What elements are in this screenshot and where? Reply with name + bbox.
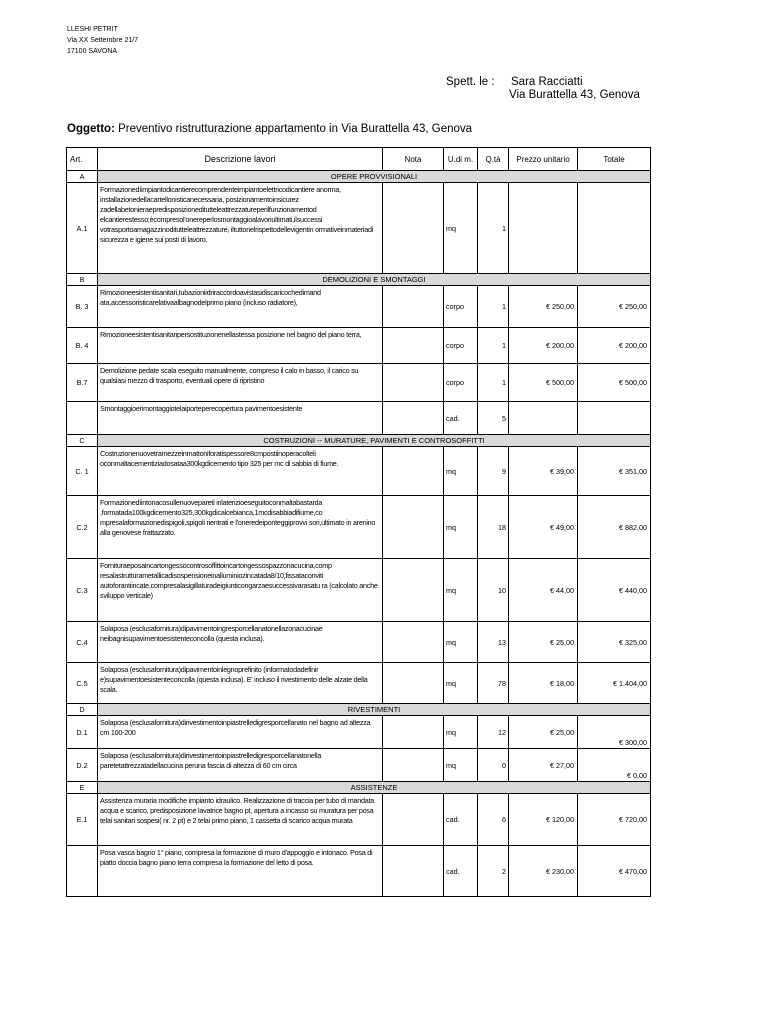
- cell-unit: corpo: [444, 328, 478, 364]
- sender-city: 17100 SAVONA: [67, 48, 118, 55]
- header-unit: U.di m.: [444, 148, 478, 171]
- cell-nota: [383, 846, 444, 897]
- table-row: [67, 364, 651, 402]
- cell-total: [578, 402, 651, 435]
- recipient-street: Via Burattella 43, Genova: [509, 89, 640, 101]
- cell-price: € 25,00: [509, 716, 578, 749]
- cell-unit: mq: [444, 183, 478, 274]
- cell-qty: 2: [478, 846, 509, 897]
- cell-qty: 9: [478, 447, 509, 496]
- cell-art: D.2: [67, 749, 98, 782]
- cell-price: € 200,00: [509, 328, 578, 364]
- cell-art: E.1: [67, 794, 98, 846]
- cell-total: [578, 183, 651, 274]
- table-row: [67, 846, 651, 897]
- cell-art: A.1: [67, 183, 98, 274]
- table-row: [67, 622, 651, 663]
- cell-unit: cad.: [444, 402, 478, 435]
- cell-nota: [383, 402, 444, 435]
- cell-nota: [383, 716, 444, 749]
- cell-unit: mq: [444, 663, 478, 704]
- subject-line: [67, 123, 472, 135]
- cell-art: C.3: [67, 559, 98, 622]
- cell-qty: 0: [478, 749, 509, 782]
- table-row: [67, 447, 651, 496]
- cell-price: € 230,00: [509, 846, 578, 897]
- cell-total: € 500,00: [578, 364, 651, 402]
- cell-qty: 1: [478, 364, 509, 402]
- cell-description: Formazionedíintonacosullenuovepareti inlaterizioeseguitoconmaltabastarda ,formatada100kgdicemento325,300kgdicalcebianca,1mcdisabbiadifiume,co mpresalaformazionedispigoli,spigoli rientrati e l'oneredeiponteggiprovvi sori,ultimato in arenino alla genovese frattazzato.: [98, 496, 383, 559]
- cell-description: Rimozioneesistentisanitaripersostituzionenellastessa posizione nel bagno del piano terra,: [98, 328, 383, 364]
- cell-unit: corpo: [444, 286, 478, 328]
- cell-nota: [383, 749, 444, 782]
- cell-nota: [383, 286, 444, 328]
- cell-art: C.4: [67, 622, 98, 663]
- cell-description: Solaposa (esclusafornitura)dipavimentoingresporcellanatonellazonacucinae neibagnisupavimentoesistenteconcolla (questa inclusa).: [98, 622, 383, 663]
- cell-price: € 18,00: [509, 663, 578, 704]
- section-title: COSTRUZIONI -- MURATURE, PAVIMENTI E CONTROSOFFITTI: [98, 435, 651, 447]
- section-code: B: [67, 274, 98, 286]
- cell-nota: [383, 663, 444, 704]
- cell-qty: 1: [478, 183, 509, 274]
- sender-name: LLESHI PETRIT: [67, 26, 118, 33]
- table-row: [67, 794, 651, 846]
- cell-unit: mq: [444, 749, 478, 782]
- table-row: [67, 402, 651, 435]
- section-title: ASSISTENZE: [98, 782, 651, 794]
- section-row-c: [67, 435, 651, 447]
- cell-description: Solaposa (esclusafornitura)dirivestimentoinpiastrelledigresporcellanato nel bagno ad altezza cm 100-200: [98, 716, 383, 749]
- cell-description: Formazionedíimpiantodicantierecomprendenteimpiantoelettricodicantiere anorma, installazionedellacartellonisticanecessaria, posizionamentoinsicurez zadellabetonieraepredisposizioneditutteleattrezzatureperilfunzionamentod elcantierestesso;ècompresol'onereperlosmontaggioalavoriultimati,ilsuccessi votrasportoamagazzinoditutteleattrezzature, iltuttonelrispettodellevigentin ormativeinmateriadi sicurezza e igiene sui posti di lavoro.: [98, 183, 383, 274]
- cell-description: Posa vasca bagno 1° piano, compresa la formazione di muro d'appoggio e intonaco. Posa di piatto doccia bagno piano terra compresa la formazione del letto di posa.: [98, 846, 383, 897]
- cell-nota: [383, 496, 444, 559]
- cell-nota: [383, 328, 444, 364]
- cell-art: [67, 846, 98, 897]
- table-row: [67, 663, 651, 704]
- cell-description: Fornituraeposaincartongessocontrosoffittoincartongessospazzonacucina,comp resalastrutturametallicadisospensioneinalluminiozincatada8/10,fissataconviti autoforantiincate,compresalasigillaturadeigiunticongarzaesuccessivarasatu ra (calcolato anche sviluppo verticale): [98, 559, 383, 622]
- cell-unit: cad.: [444, 794, 478, 846]
- cell-art: B. 4: [67, 328, 98, 364]
- cell-qty: 6: [478, 794, 509, 846]
- cell-art: C. 1: [67, 447, 98, 496]
- cell-total: € 300,00: [578, 716, 651, 749]
- cell-price: € 25,00: [509, 622, 578, 663]
- cell-nota: [383, 622, 444, 663]
- cell-price: [509, 183, 578, 274]
- cell-total: € 250,00: [578, 286, 651, 328]
- cell-qty: 10: [478, 559, 509, 622]
- cell-art: C.5: [67, 663, 98, 704]
- section-row-a: [67, 171, 651, 183]
- cell-price: € 39,00: [509, 447, 578, 496]
- cell-price: € 49,00: [509, 496, 578, 559]
- cell-unit: mq: [444, 496, 478, 559]
- cell-nota: [383, 794, 444, 846]
- cell-unit: mq: [444, 716, 478, 749]
- cell-price: € 250,00: [509, 286, 578, 328]
- cell-unit: corpo: [444, 364, 478, 402]
- section-title: RIVESTIMENTI: [98, 704, 651, 716]
- table-row: [67, 749, 651, 782]
- cell-description: Costruzionenuovetramezzeinmattoniforatispessore8cmpostiinoperacolteli oconmaltacementiziadosataa300kgdicemento tipo 325 per mc di sabbia di fiume.: [98, 447, 383, 496]
- header-total: Totale: [578, 148, 651, 171]
- table-row: [67, 328, 651, 364]
- table-row: [67, 496, 651, 559]
- cell-total: € 351,00: [578, 447, 651, 496]
- cell-qty: 12: [478, 716, 509, 749]
- cell-nota: [383, 364, 444, 402]
- cell-art: [67, 402, 98, 435]
- cell-price: € 27,00: [509, 749, 578, 782]
- section-title: DEMOLIZIONI E SMONTAGGI: [98, 274, 651, 286]
- cell-price: € 500,00: [509, 364, 578, 402]
- table-row: [67, 183, 651, 274]
- cell-description: Solaposa (esclusafornitura)dipavimentoinlegnoprefinito (informatodadefinir e)supavimentoesistenteconcolla (questa inclusa). E' incluso il rivestimento delle alzate della scala.: [98, 663, 383, 704]
- quote-table: [66, 147, 651, 897]
- cell-qty: 5: [478, 402, 509, 435]
- cell-description: Rimozioneesistentisanitari,tubazioniidriraccordoavistasidiscaricochedimand ata,accessoristicarelativaalbagnodelprimo piano (incluso radiatore),: [98, 286, 383, 328]
- cell-description: Assistenza muraria modifiche impianto idraulico. Realizzazione di traccia per tubo di mandata acqua e scarico, predisposizione lavatrice bagno pt, apertura a incasso su muratura per posa telai sanitari sospesi( nr. 2 pt) e 2 telai primo piano, 1 cassetta di scarico acqua murata: [98, 794, 383, 846]
- recipient-label: Spett. le :: [446, 76, 495, 88]
- cell-unit: mq: [444, 622, 478, 663]
- cell-unit: mq: [444, 559, 478, 622]
- cell-nota: [383, 559, 444, 622]
- cell-total: € 1.404,00: [578, 663, 651, 704]
- cell-description: Solaposa (esclusafornitura)dirivestimentoinpiastrelledigresporcellanatonella paretetattrezzatadellacucina peruna fascia di altezza di 60 cm circa: [98, 749, 383, 782]
- header-description: Descrizione lavori: [98, 148, 383, 171]
- sender-street: Via XX Settembre 21/7: [67, 37, 139, 44]
- table-header-row: [67, 148, 651, 171]
- section-title: OPERE PROVVISIONALI: [98, 171, 651, 183]
- cell-description: Demolizione pedate scala eseguito manualmente, compreso il calo in basso, il carico su qualsiasi mezzo di trasporto, eventuali opere di ripristino: [98, 364, 383, 402]
- table-row: [67, 716, 651, 749]
- cell-total: € 200,00: [578, 328, 651, 364]
- sender-block: [67, 24, 138, 57]
- section-row-d: [67, 704, 651, 716]
- header-art: Art.: [67, 148, 98, 171]
- subject-label: Oggetto:: [67, 123, 115, 135]
- section-code: E: [67, 782, 98, 794]
- cell-total: € 325,00: [578, 622, 651, 663]
- cell-art: D.1: [67, 716, 98, 749]
- cell-unit: cad.: [444, 846, 478, 897]
- section-code: C: [67, 435, 98, 447]
- cell-total: € 0,00: [578, 749, 651, 782]
- section-row-e: [67, 782, 651, 794]
- cell-nota: [383, 183, 444, 274]
- cell-qty: 1: [478, 328, 509, 364]
- cell-art: C.2: [67, 496, 98, 559]
- subject-text: Preventivo ristrutturazione appartamento in Via Burattella 43, Genova: [114, 123, 473, 135]
- cell-qty: 1: [478, 286, 509, 328]
- section-row-b: [67, 274, 651, 286]
- cell-price: € 120,00: [509, 794, 578, 846]
- cell-qty: 78: [478, 663, 509, 704]
- header-qty: Q.tà: [478, 148, 509, 171]
- section-code: A: [67, 171, 98, 183]
- cell-art: B.7: [67, 364, 98, 402]
- cell-qty: 18: [478, 496, 509, 559]
- cell-qty: 13: [478, 622, 509, 663]
- table-row: [67, 286, 651, 328]
- cell-nota: [383, 447, 444, 496]
- cell-unit: mq: [444, 447, 478, 496]
- cell-total: € 470,00: [578, 846, 651, 897]
- cell-total: € 440,00: [578, 559, 651, 622]
- header-nota: Nota: [383, 148, 444, 171]
- section-code: D: [67, 704, 98, 716]
- cell-total: € 720,00: [578, 794, 651, 846]
- cell-art: B. 3: [67, 286, 98, 328]
- cell-description: Smontaggioerimontaggiotelaiporteperecopertura pavimentoesistente: [98, 402, 383, 435]
- cell-total: € 882,00: [578, 496, 651, 559]
- cell-price: € 44,00: [509, 559, 578, 622]
- recipient-name: Sara Racciatti: [511, 76, 583, 88]
- header-price: Prezzo unitario: [509, 148, 578, 171]
- cell-price: [509, 402, 578, 435]
- table-row: [67, 559, 651, 622]
